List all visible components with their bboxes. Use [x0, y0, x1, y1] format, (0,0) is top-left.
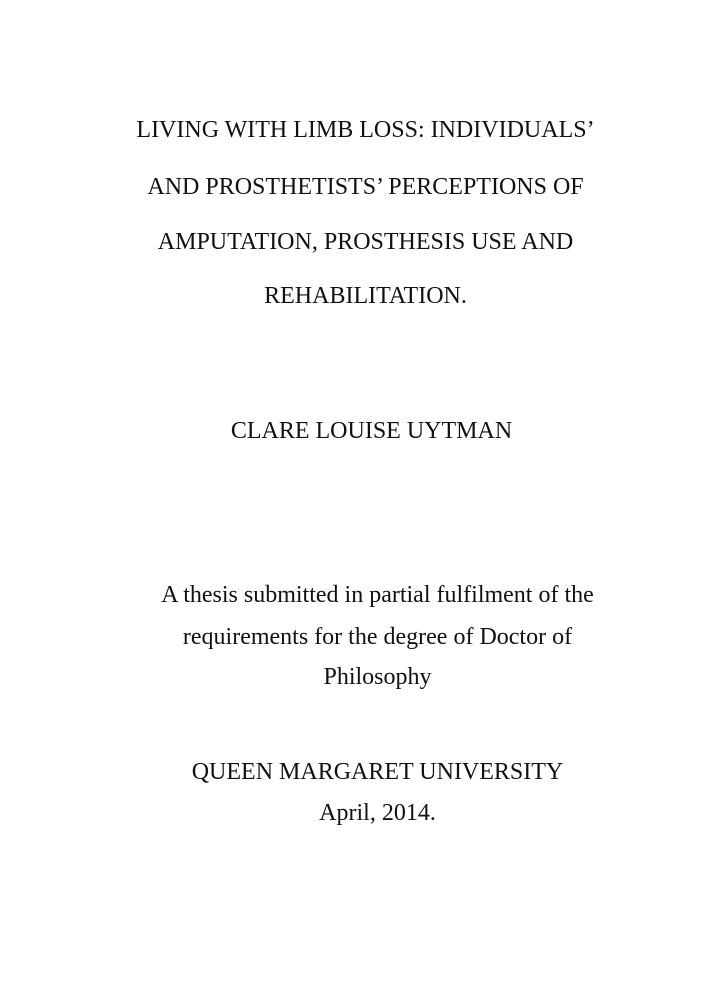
degree-statement-line-1: A thesis submitted in partial fulfilment of the	[161, 582, 594, 608]
submission-date: April, 2014.	[319, 800, 436, 826]
thesis-title-line-1: LIVING WITH LIMB LOSS: INDIVIDUALS’	[136, 117, 595, 143]
thesis-title-line-3: AMPUTATION, PROSTHESIS USE AND	[157, 229, 574, 255]
thesis-title-line-2: AND PROSTHETISTS’ PERCEPTIONS OF	[147, 174, 584, 200]
institution-name: QUEEN MARGARET UNIVERSITY	[191, 759, 564, 785]
degree-statement-line-2: requirements for the degree of Doctor of	[182, 624, 573, 650]
degree-statement-line-3: Philosophy	[323, 664, 432, 690]
author-name: CLARE LOUISE UYTMAN	[230, 418, 513, 444]
thesis-title-line-4: REHABILITATION.	[264, 283, 467, 309]
